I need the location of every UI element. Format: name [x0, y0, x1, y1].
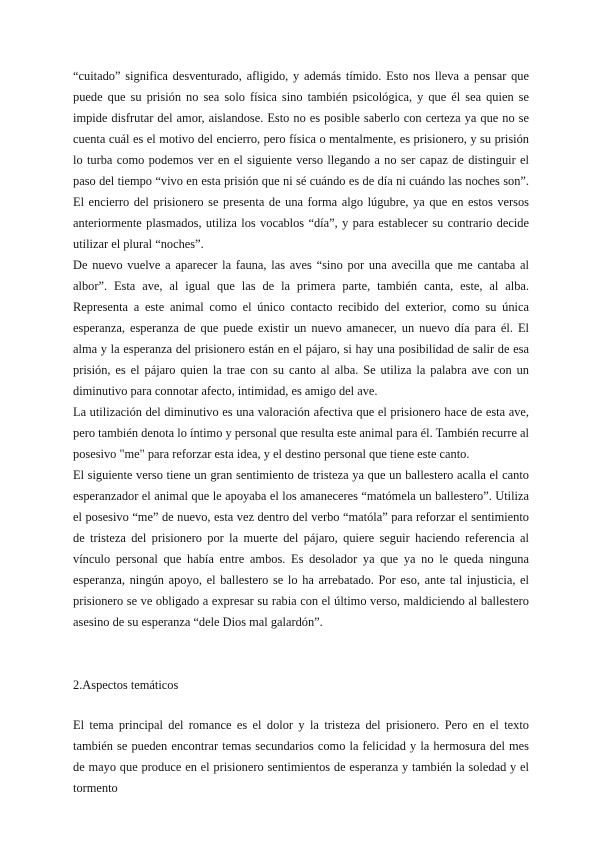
body-text: [73, 66, 529, 633]
paragraph-3: La utilización del diminutivo es una valoración afectiva que el prisionero hace de esta ave, pero también denota lo íntimo y personal que resulta este animal para él. También recurre al posesivo "me" para reforzar esta idea, y el destino personal que tiene este canto.: [73, 405, 529, 461]
paragraph-5: El tema principal del romance es el dolor y la tristeza del prisionero. Pero en el texto también se pueden encontrar temas secundarios como la felicidad y la hermosura del mes de mayo que produce en el prisionero sentimientos de esperanza y también la soledad y el tormento: [73, 718, 529, 795]
paragraph-1: “cuitado” significa desventurado, afligido, y además tímido. Esto nos lleva a pensar que puede que su prisión no sea solo física sino también psicológica, y que él sea quien se impide disfrutar del amor, aislandose. Esto no es posible saberlo con certeza ya que no se cuenta cuál es el motivo del encierro, pero física o mentalmente, es prisionero, y su prisión lo turba como podemos ver en el siguiente verso llegando a no ser capaz de distinguir el paso del tiempo “vivo en esta prisión que ni sé cuándo es de día ni cuándo las noches son”. El encierro del prisionero se presenta de una forma algo lúgubre, ya que en estos versos anteriormente plasmados, utiliza los vocablos “día”, y para establecer su contrario decide utilizar el plural “noches”.: [73, 69, 529, 251]
closing-paragraph: [73, 715, 529, 799]
section-heading: 2.Aspectos temáticos: [73, 678, 179, 692]
paragraph-4: El siguiente verso tiene un gran sentimiento de tristeza ya que un ballestero acalla el canto esperanzador el animal que le apoyaba el los amaneceres “matómela un ballestero”. Utiliza el posesivo “me” de nuevo, esta vez dentro del verbo “matóla” para reforzar el sentimiento de tristeza del prisionero por la muerte del pájaro, quiere seguir haciendo referencia al vínculo personal que había entre ambos. Es desolador ya que ya no le queda ninguna esperanza, ningún apoyo, el ballestero se lo ha arrebatado. Por eso, ante tal injusticia, el prisionero se ve obligado a expresar su rabia con el último verso, maldiciendo al ballestero asesino de su esperanza “dele Dios mal galardón”.: [73, 468, 529, 629]
paragraph-2: De nuevo vuelve a aparecer la fauna, las aves “sino por una avecilla que me cantaba al albor”. Esta ave, al igual que las de la primera parte, también canta, este, al alba. Representa a este animal como el único contacto recibido del exterior, como su única esperanza, esperanza de que puede existir un nuevo amanecer, un nuevo día para él. El alma y la esperanza del prisionero están en el pájaro, si hay una posibilidad de salir de esa prisión, es el pájaro quien la trae con su canto al alba. Se utiliza la palabra ave con un diminutivo para connotar afecto, intimidad, es amigo del ave.: [73, 258, 529, 398]
